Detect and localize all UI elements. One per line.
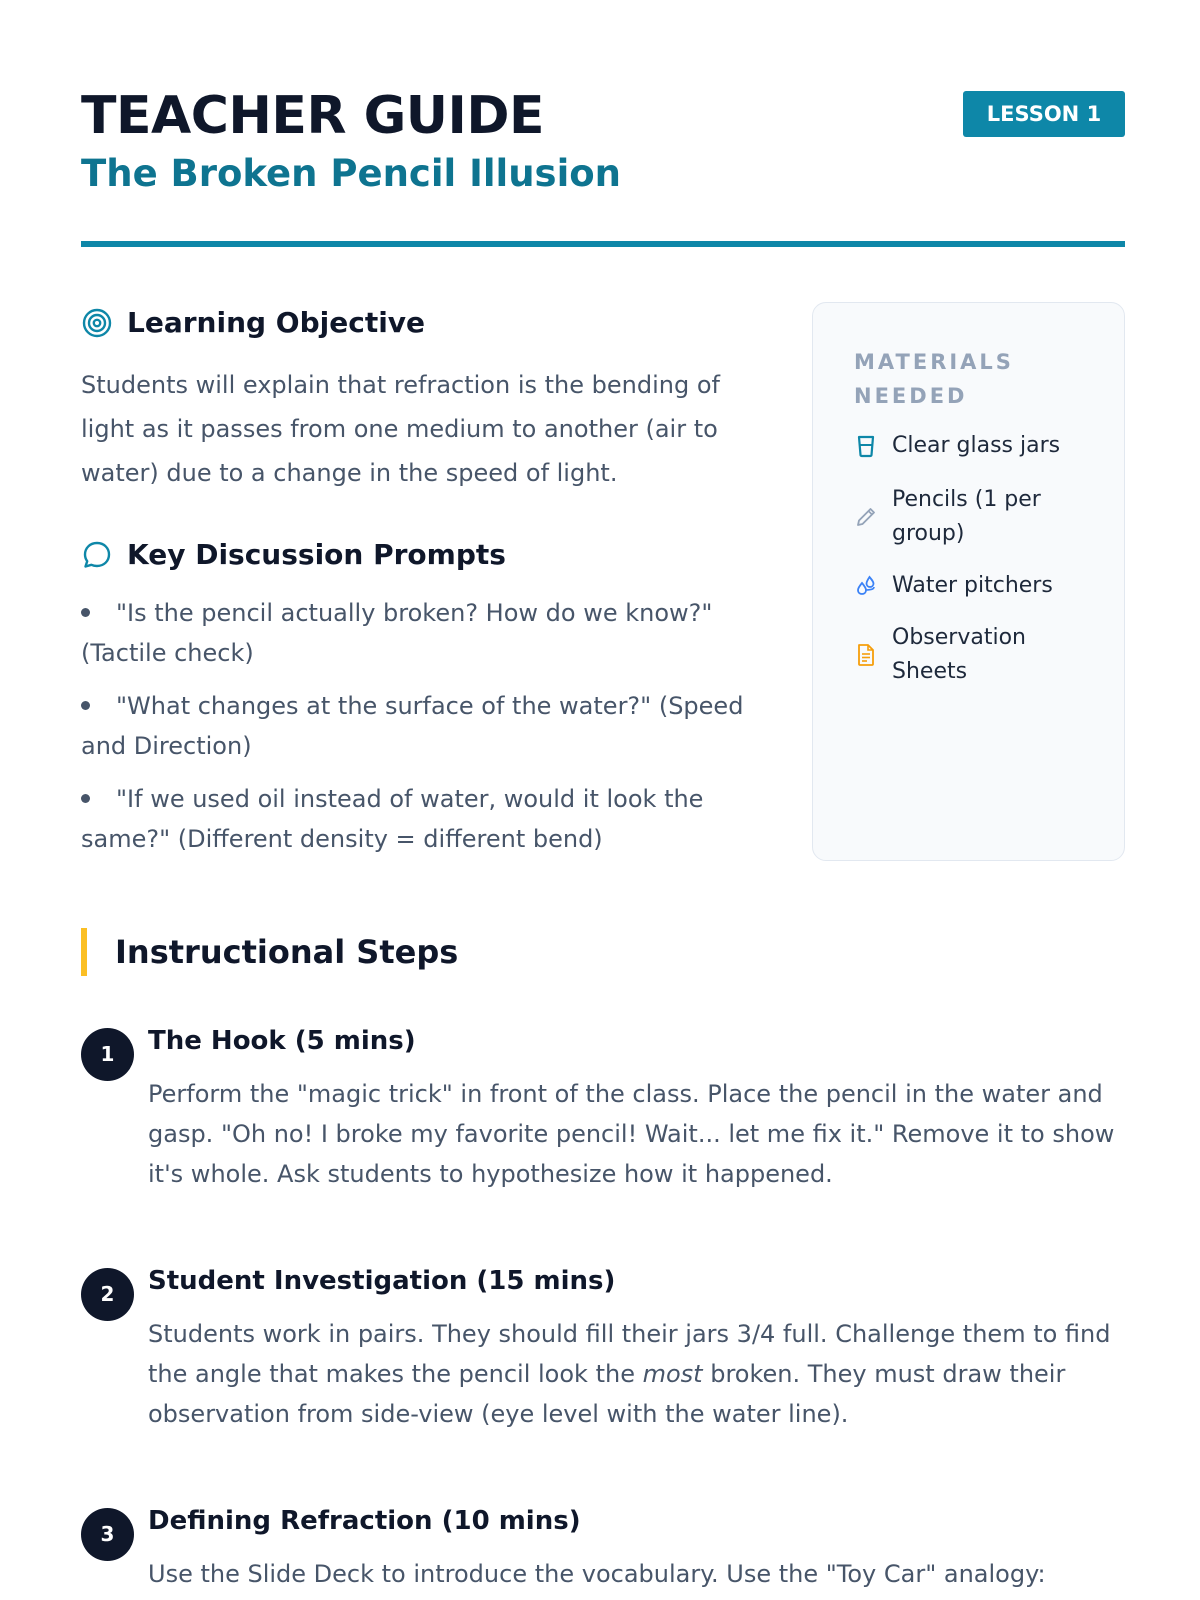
- step-title: Defining Refraction (10 mins): [148, 1506, 581, 1536]
- bullet-icon: [81, 608, 90, 617]
- lesson-badge: LESSON 1: [963, 91, 1125, 137]
- speech-bubble-icon: [81, 539, 113, 571]
- heading-accent-bar: [81, 928, 87, 976]
- material-item: [854, 483, 1094, 551]
- step-title: Student Investigation (15 mins): [148, 1266, 616, 1296]
- bullet-icon: [81, 794, 90, 803]
- learning-objective-text: Students will explain that refraction is the bending of light as it passes from one medium to another (air to water) due to a change in the speed of light.: [81, 371, 720, 487]
- teacher-guide-page: [81, 0, 1125, 1600]
- page-title: TEACHER GUIDE: [81, 86, 545, 146]
- emphasis-text: most: [642, 1360, 703, 1388]
- pencil-icon: [854, 505, 878, 529]
- material-item: [854, 429, 1094, 463]
- step-text: Perform the "magic trick" in front of the class. Place the pencil in the water and gasp. "Oh no! I broke my favorite pencil! Wait... let me fix it." Remove it to show it's whole. Ask students to hypothesize how it happened.: [148, 1080, 1115, 1188]
- step-number-badge: 2: [81, 1268, 134, 1321]
- material-label: Water pitchers: [892, 573, 1053, 598]
- material-label: Clear glass jars: [892, 433, 1061, 458]
- instructional-steps-label: Instructional Steps: [115, 933, 459, 971]
- discussion-prompts-label: Key Discussion Prompts: [127, 538, 506, 571]
- step-text: Use the Slide Deck to introduce the vocabulary. Use the "Toy Car" analogy:: [148, 1560, 1046, 1588]
- list-item: "What changes at the surface of the water?" (Speed and Direction): [81, 692, 744, 760]
- water-drops-icon: [854, 574, 878, 598]
- document-icon: [854, 643, 878, 667]
- step-title: The Hook (5 mins): [148, 1026, 416, 1056]
- discussion-prompts-heading: [81, 538, 506, 571]
- instructional-steps-heading: [81, 928, 458, 976]
- list-item: "Is the pencil actually broken? How do we know?" (Tactile check): [81, 599, 713, 667]
- bullet-icon: [81, 701, 90, 710]
- list-item: "If we used oil instead of water, would it look the same?" (Different density = different bend): [81, 785, 704, 853]
- step-text: Students work in pairs. They should fill their jars 3/4 full. Challenge them to find the angle that makes the pencil look the most broken. They must draw their observation from side-view (eye level with the water line).: [148, 1320, 1111, 1428]
- page-subtitle: The Broken Pencil Illusion: [81, 152, 622, 195]
- material-item: [854, 621, 1094, 689]
- step-number-badge: 1: [81, 1028, 134, 1081]
- glass-jar-icon: [854, 434, 878, 458]
- materials-card: [812, 302, 1125, 861]
- learning-objective-heading: [81, 306, 425, 339]
- discussion-prompts-list: [81, 593, 781, 872]
- target-icon: [81, 307, 113, 339]
- step-number-badge: 3: [81, 1508, 134, 1561]
- header-divider: [81, 241, 1125, 247]
- learning-objective-label: Learning Objective: [127, 306, 426, 339]
- material-label: Observation Sheets: [892, 625, 1026, 684]
- material-label: Pencils (1 per group): [892, 487, 1041, 546]
- material-item: [854, 569, 1094, 603]
- materials-heading: MATERIALS NEEDED: [854, 350, 1014, 408]
